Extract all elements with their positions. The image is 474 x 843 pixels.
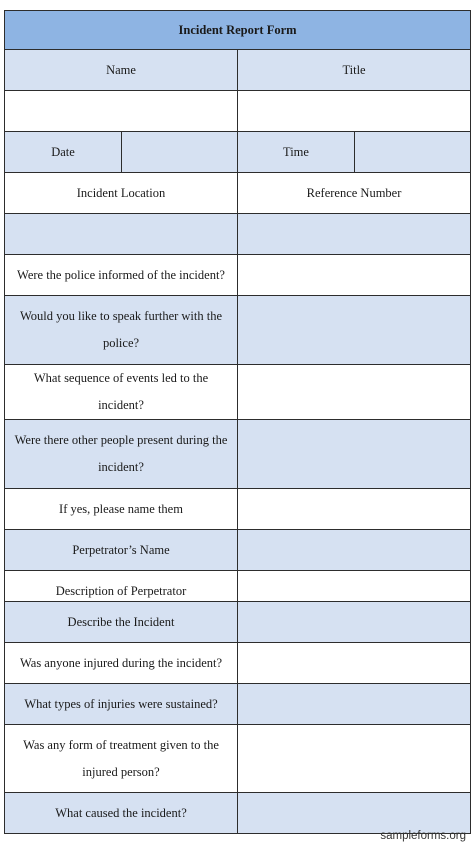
- title-input-cell[interactable]: [238, 91, 471, 132]
- answer-perpetrator-name[interactable]: [238, 530, 471, 571]
- question-anyone-injured: Was anyone injured during the incident?: [5, 643, 238, 684]
- date-input-cell[interactable]: [122, 132, 238, 173]
- answer-incident-cause[interactable]: [238, 793, 471, 834]
- form-title: Incident Report Form: [5, 11, 471, 50]
- name-label: Name: [5, 50, 238, 91]
- answer-describe-incident[interactable]: [238, 602, 471, 643]
- question-perpetrator-name: Perpetrator’s Name: [5, 530, 238, 571]
- question-other-people-present: Were there other people present during the incident?: [5, 420, 238, 489]
- answer-sequence-of-events[interactable]: [238, 365, 471, 420]
- question-incident-cause: What caused the incident?: [5, 793, 238, 834]
- incident-location-label: Incident Location: [5, 173, 238, 214]
- reference-number-input-cell[interactable]: [238, 214, 471, 255]
- time-input-cell[interactable]: [355, 132, 471, 173]
- question-describe-incident: Describe the Incident: [5, 602, 238, 643]
- answer-anyone-injured[interactable]: [238, 643, 471, 684]
- name-input-cell[interactable]: [5, 91, 238, 132]
- date-label: Date: [5, 132, 122, 173]
- title-label: Title: [238, 50, 471, 91]
- question-sequence-of-events: What sequence of events led to the incident?: [5, 365, 238, 420]
- question-treatment-given: Was any form of treatment given to the injured person?: [5, 725, 238, 793]
- question-name-them: If yes, please name them: [5, 489, 238, 530]
- answer-other-people-present[interactable]: [238, 420, 471, 489]
- question-perpetrator-description: Description of Perpetrator: [5, 571, 238, 612]
- answer-name-them[interactable]: [238, 489, 471, 530]
- watermark-text: sampleforms.org: [380, 830, 466, 842]
- question-injury-types: What types of injuries were sustained?: [5, 684, 238, 725]
- incident-report-table: [4, 10, 471, 612]
- incident-location-input-cell[interactable]: [5, 214, 238, 255]
- question-speak-with-police: Would you like to speak further with the police?: [5, 296, 238, 365]
- time-label: Time: [238, 132, 355, 173]
- answer-speak-with-police[interactable]: [238, 296, 471, 365]
- question-police-informed: Were the police informed of the incident?: [5, 255, 238, 296]
- answer-police-informed[interactable]: [238, 255, 471, 296]
- incident-report-table-continued: [4, 601, 471, 834]
- answer-injury-types[interactable]: [238, 684, 471, 725]
- reference-number-label: Reference Number: [238, 173, 471, 214]
- answer-treatment-given[interactable]: [238, 725, 471, 793]
